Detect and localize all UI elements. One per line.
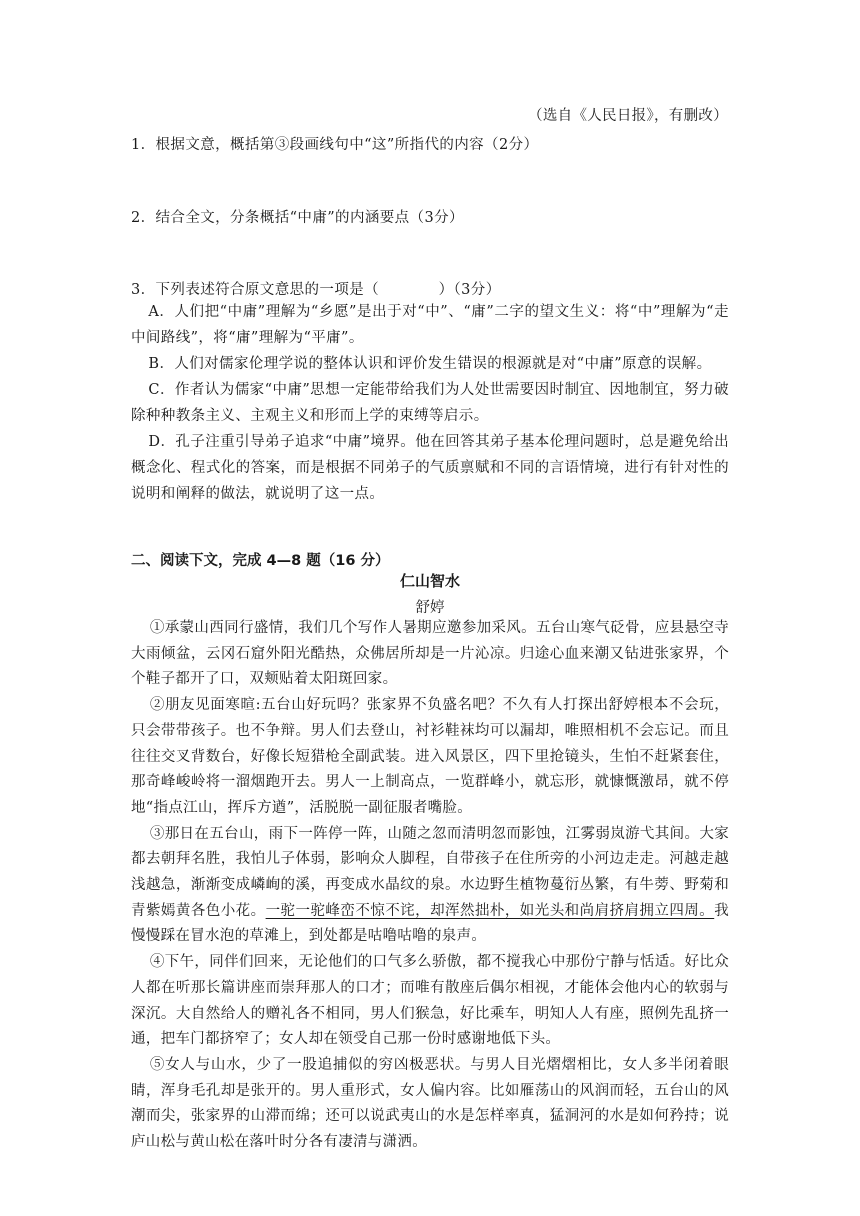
question-3: 3．下列表述符合原文意思的一项是（ ）（3分） bbox=[131, 282, 501, 298]
essay-author: 舒婷 bbox=[415, 600, 445, 616]
essay-body bbox=[131, 616, 729, 1156]
section-heading: 二、阅读下文，完成 4—8 题（16 分） bbox=[131, 553, 390, 569]
underlined-sentence: 一驼一驼峰峦不惊不诧，却浑然拙朴，如光头和尚肩挤肩拥立四周。 bbox=[265, 902, 715, 919]
question-1: 1．根据文意，概括第③段画线句中“这”所指代的内容（2分） bbox=[131, 137, 539, 153]
paragraph-2: ②朋友见面寒暄:五台山好玩吗？张家界不负盛名吧？不久有人打探出舒婷根本不会玩，只会带带孩子。也不争辩。男人们去登山，衬衫鞋袜均可以漏却，唯照相机不会忘记。而且往往交叉背数台，好像长短猎枪全副武装。进入风景区，四下里抢镜头，生怕不赶紧套住，那奇峰峻岭将一溜烟跑开去。男人一上制高点，一览群峰小，就忘形，就慷慨激昂，就不停地“指点江山，挥斥方遒”，活脱脱一副征服者嘴脸。 bbox=[131, 697, 729, 816]
source-note: （选自《人民日报》，有删改） bbox=[528, 108, 728, 124]
option-a: A．人们把“中庸”理解为“乡愿”是出于对“中”、“庸”二字的望文生义：将“中”理解为“走中间路线”，将“庸”理解为“平庸”。 bbox=[131, 304, 729, 346]
option-b: B．人们对儒家伦理学说的整体认识和评价发生错误的根源就是对“中庸”原意的误解。 bbox=[148, 356, 712, 372]
option-c: C．作者认为儒家“中庸”思想一定能带给我们为人处世需要因时制宜、因地制宜，努力破除种种教条主义、主观主义和形而上学的束缚等启示。 bbox=[131, 382, 729, 424]
paragraph-3-start: ③那日在五台山，雨下一阵停一阵，山随之忽而清明忽而影蚀，江雾弱岚游弋其间。大家都去朝拜名胜，我怕儿子体弱，影响众人脚程，自带孩子在住所旁的小河边走走。河越走越浅越急，渐渐变成嶙峋的溪，再变成水晶纹的泉。水边野生植物蔓衍丛繁，有牛蒡、野菊和青紫嫣黄各色小花。 bbox=[131, 825, 729, 919]
question-3-options bbox=[131, 299, 729, 507]
paragraph-3 bbox=[131, 822, 729, 951]
option-d: D．孔子注重引导弟子追求“中庸”境界。他在回答其弟子基本伦理问题时，总是避免给出概念化、程式化的答案，而是根据不同弟子的气质禀赋和不同的言语情境，进行有针对性的说明和阐释的做法，就说明了这一点。 bbox=[131, 434, 729, 502]
essay-title: 仁山智水 bbox=[399, 572, 460, 590]
paragraph-3-end: 我慢慢踩在冒水泡的草滩上，到处都是咕噜咕噜的泉声。 bbox=[131, 902, 730, 945]
paragraph-4: ④下午，同伴们回来，无论他们的口气多么骄傲，都不搅我心中那份宁静与恬适。好比众人都在听那长篇讲座而崇拜那人的口才；而唯有散座后偶尔相视，才能体会他内心的软弱与深沉。大自然给人的赠礼各不相同，男人们猴急，好比乘车，明知人人有座，照例先乱挤一通，把车门都挤窄了；女人却在领受自己那一份时感谢地低下头。 bbox=[131, 954, 729, 1048]
paragraph-5: ⑤女人与山水，少了一股追捕似的穷凶极恶状。与男人目光熠熠相比，女人多半闭着眼睛，浑身毛孔却是张开的。男人重形式，女人偏内容。比如雁荡山的风润而轻，五台山的风潮而尖，张家界的山滞而绵；还可以说武夷山的水是怎样率真，猛洞河的水是如何矜持；说庐山松与黄山松在落叶时分各有凄清与潇洒。 bbox=[131, 1056, 729, 1151]
paragraph-1: ①承蒙山西同行盛情，我们几个写作人暑期应邀参加采风。五台山寒气砭骨，应县悬空寺大雨倾盆，云冈石窟外阳光酷热，众佛居所却是一片沁凉。归途心血来潮又钻进张家界，个个鞋子都开了口，双颊贴着太阳斑回家。 bbox=[131, 620, 729, 688]
question-2: 2．结合全文，分条概括“中庸”的内涵要点（3分） bbox=[131, 210, 464, 226]
